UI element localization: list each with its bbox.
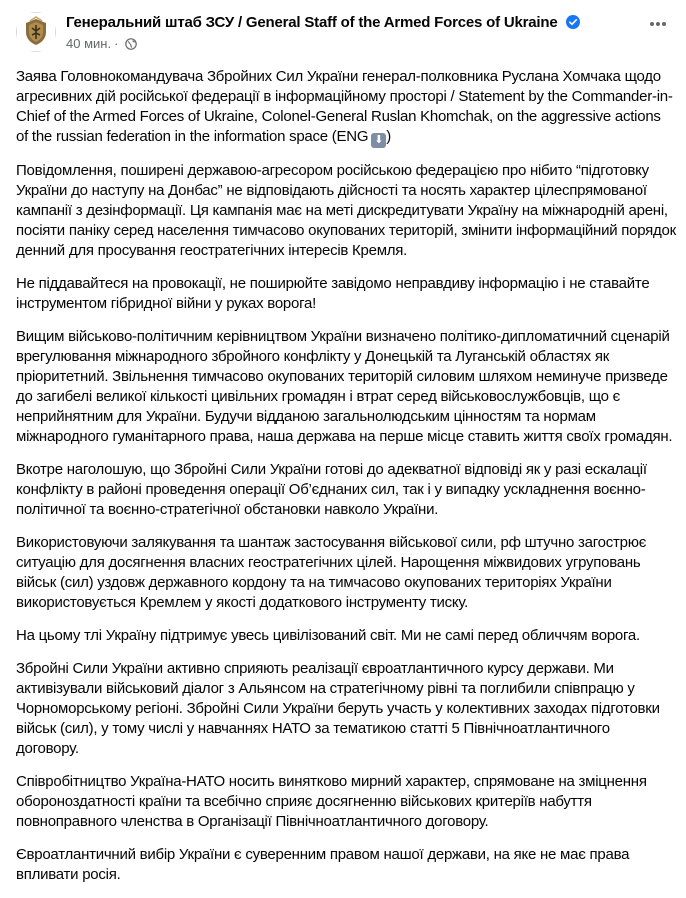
more-options-icon[interactable] <box>644 14 672 34</box>
meta-separator: · <box>114 36 119 51</box>
post-paragraph: Співробітництво Україна-НАТО носить винятково мирний характер, спрямоване на зміцнення обороноздатності країни та всебічно сприяє досягненню військових критеріїв набуття повноправного членства в Організації Північноатлантичного договору. <box>16 773 647 830</box>
verified-badge-icon <box>566 15 580 34</box>
post-paragraph: Вищим військово-політичним керівництвом України визначено політико-дипломатичний сценарій врегулювання міжнародного збройного конфлікту у Донецькій та Луганській областях як пріоритетний. Звільнення тимчасово окупованих територій силовим шляхом неминуче призведе до загибелі великої кількості цивільних громадян і втрат серед військовослужбовців, що є неприйнятним для України. Будучи відданою загальнолюдським цінностям та нормам міжнародного гуманітарного права, наша держава на перше місце ставить життя своїх громадян. <box>16 328 673 445</box>
post-paragraph <box>16 67 676 148</box>
paragraph-suffix: ) <box>386 128 392 145</box>
globe-icon <box>125 36 137 51</box>
post-timestamp[interactable]: 40 мин. <box>66 36 112 51</box>
post-paragraph: Євроатлантичний вибір України є суверенним правом нашої держави, на яке не має права впливати росія. <box>16 846 630 883</box>
post-meta <box>66 36 137 52</box>
author-name[interactable]: Генеральний штаб ЗСУ / General Staff of the Armed Forces of Ukraine <box>66 14 558 31</box>
post-paragraph: Збройні Сили України активно сприяють реалізації євроатлантичного курсу держави. Ми активізували військовий діалог з Альянсом на стратегічному рівні та поглибили співпрацю у Чорноморському регіоні. Збройні Сили України беруть участь у колективних заходах підготовки військ (сил), у тому числі у навчаннях НАТО за тематикою статті 5 Північноатлантичного договору. <box>16 660 660 757</box>
post-paragraph: На цьому тлі Україну підтримує увесь цивілізований світ. Ми не самі перед обличчям ворога. <box>16 627 640 644</box>
post-paragraph: Використовуючи залякування та шантаж застосування військової сили, рф штучно загострює ситуацію для досягнення власних геостратегічних цілей. Нарощення міжвидових угруповань військ (сил) уздовж державного кордону та на тимчасово окупованих територіях України використовується Кремлем у якості додаткового інструменту тиску. <box>16 534 647 611</box>
author-line <box>66 14 640 34</box>
post-paragraph: Повідомлення, поширені державою-агресором російською федерацією про нібито “підготовку України до наступу на Донбас” не відповідають дійсності та носять характер цілеспрямованої кампанії з дезінформації. Ця кампанія має на меті дискредитувати Україну на міжнародній арені, посіяти паніку серед населення тимчасово окупованих територій, змінити інформаційний порядок денний для просування геостратегічних інтересів Кремля. <box>16 162 676 259</box>
post-body <box>16 67 676 898</box>
page-avatar[interactable] <box>16 12 56 52</box>
paragraph-text: Заява Головнокомандувача Збройних Сил України генерал-полковника Руслана Хомчака щодо агресивних дій російської федерації в інформаційному просторі / Statement by the Commander-in-Chief of the Armed Forces of Ukraine, Colonel-General Ruslan Khomchak, on the aggressive actions of the russian federation in the information space (ENG <box>16 68 673 145</box>
post-paragraph: Вкотре наголошую, що Збройні Сили України готові до адекватної відповіді як у разі ескалації конфлікту в районі проведення операції Об’єднаних сил, так і у випадку ускладнення воєнно-політичної та воєнно-стратегічної обстановки навколо України. <box>16 461 647 518</box>
down-arrow-emoji-icon: ⬇ <box>371 133 386 148</box>
post-header <box>16 12 670 56</box>
coat-of-arms-icon <box>17 13 55 51</box>
post-paragraph: Не піддавайтеся на провокації, не поширюйте завідомо неправдиву інформацію і не ставайте інструментом гібридної війни у руках ворога! <box>16 275 650 312</box>
